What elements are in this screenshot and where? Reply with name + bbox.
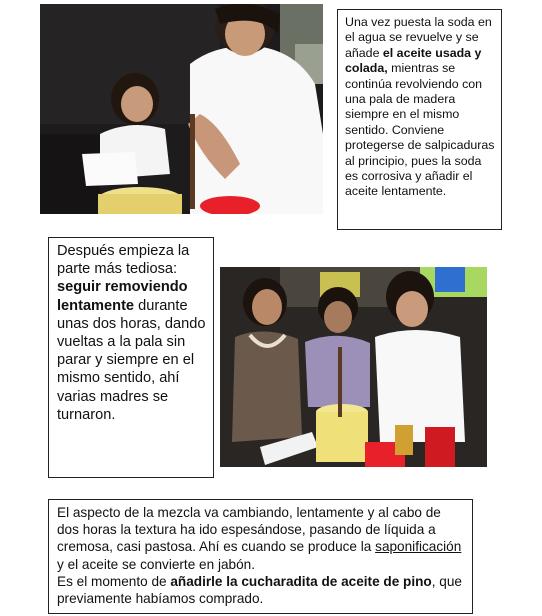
text-segment-bold: seguir removiendo lentamente: [57, 279, 188, 314]
text-box-saponification: [48, 499, 473, 614]
text-segment: y el aceite se convierte en jabón.: [57, 556, 255, 572]
text-segment: durante unas dos horas, dando vueltas a la pala sin parar y siempre en el mismo sentido, ahí varias madres se turnaron.: [57, 297, 206, 423]
text-segment: mientras se continúa revolviendo con una pala de madera siempre en el mismo sentido. Conviene protegerse de salpicaduras al principio, pues la soda es corrosiva y añadir el aceite lentamente.: [345, 61, 495, 199]
text-keep-stirring: [57, 242, 209, 424]
photo-stirring-soda-image: [40, 4, 323, 214]
text-segment-bold: añadirle la cucharadita de aceite de pino: [170, 573, 432, 589]
text-segment: Es el momento de: [57, 573, 171, 589]
photo-mothers-stirring: [220, 267, 487, 467]
text-segment: Una vez puesta la soda en el agua se revuelve y se añade: [345, 15, 492, 60]
text-segment-underline: saponificación: [375, 539, 462, 555]
text-segment: Después empieza la parte más tediosa:: [57, 243, 190, 278]
text-box-keep-stirring: [48, 237, 214, 478]
text-segment-bold: el aceite usada y colada,: [345, 45, 482, 76]
text-box-add-oil: [337, 9, 502, 230]
photo-stirring-soda: [40, 4, 323, 214]
text-segment: , que previamente habíamos comprado.: [57, 573, 462, 607]
text-add-oil: [345, 15, 495, 200]
text-saponification: [57, 504, 466, 607]
text-segment: El aspecto de la mezcla va cambiando, lentamente y al cabo de dos horas la textura ha ido espesándose, pasando de líquida a cremosa, casi pastosa. Ahí es cuando se produce la: [57, 505, 441, 555]
photo-mothers-stirring-image: [220, 267, 487, 467]
